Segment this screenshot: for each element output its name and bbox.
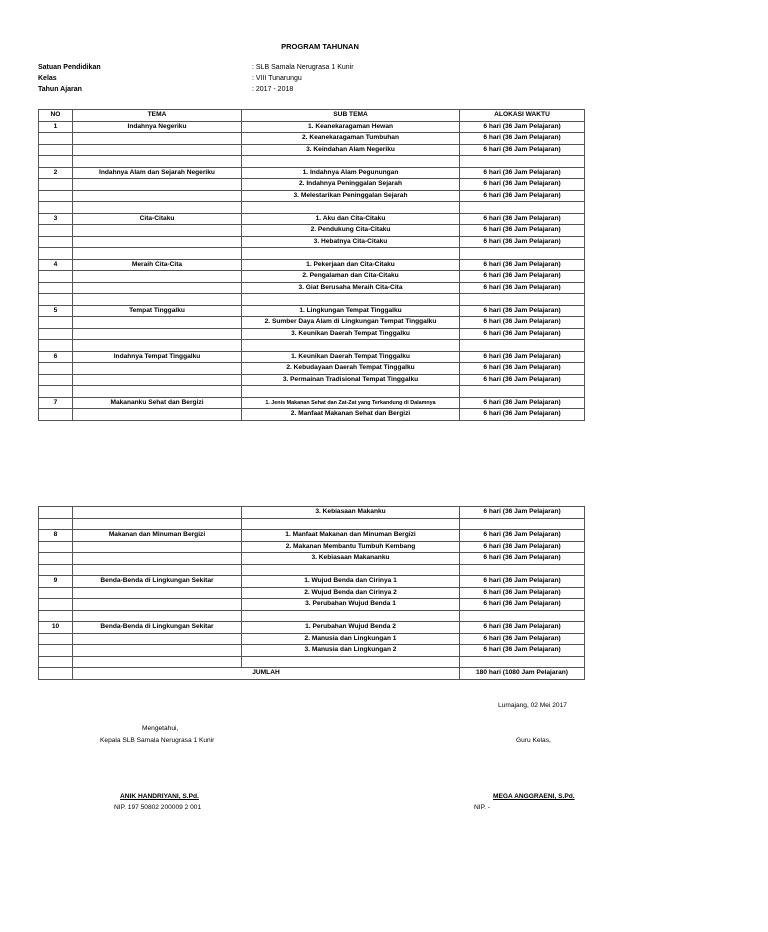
cell-sub-tema: [242, 518, 460, 530]
cell-sub-tema: 3. Manusia dan Lingkungan 2: [242, 645, 460, 657]
cell-sub-tema: [242, 248, 460, 260]
cell-sub-tema: 2. Kebudayaan Daerah Tempat Tinggalku: [242, 363, 460, 375]
cell-tema: Cita-Citaku: [73, 213, 242, 225]
cell-sub-tema: 3. Permainan Tradisional Tempat Tinggalku: [242, 374, 460, 386]
info-value-satuan: : SLB Samala Nerugrasa 1 Kunir: [252, 64, 354, 71]
cell-no: [39, 363, 73, 375]
teacher-nip: NIP. -: [474, 804, 491, 811]
cell-tema: Indahnya Alam dan Sejarah Negeriku: [73, 167, 242, 179]
cell-no: 6: [39, 351, 73, 363]
cell-alokasi: 6 hari (36 Jam Pelajaran): [460, 133, 585, 145]
cell-tema: [73, 633, 242, 645]
cell-sub-tema: 1. Indahnya Alam Pegunungan: [242, 167, 460, 179]
cell-no: [39, 564, 73, 576]
cell-alokasi: 6 hari (36 Jam Pelajaran): [460, 259, 585, 271]
table-row: [39, 121, 585, 133]
table-row: [39, 305, 585, 317]
cell-no: [39, 587, 73, 599]
cell-tema: Benda-Benda di Lingkungan Sekitar: [73, 576, 242, 588]
cell-sub-tema: 2. Manfaat Makanan Sehat dan Bergizi: [242, 409, 460, 421]
cell-alokasi: [460, 564, 585, 576]
cell-no: [39, 282, 73, 294]
cell-alokasi: 6 hari (36 Jam Pelajaran): [460, 236, 585, 248]
cell-no: [39, 507, 73, 519]
cell-no: [39, 553, 73, 565]
program-table-page2: [38, 506, 585, 680]
cell-tema: [73, 610, 242, 622]
cell-no: [39, 236, 73, 248]
cell-no: [39, 328, 73, 340]
cell-tema: [73, 144, 242, 156]
table-row: [39, 328, 585, 340]
table-row: [39, 564, 585, 576]
place-date: Lumajang, 02 Mei 2017: [498, 702, 567, 709]
table-row: [39, 133, 585, 145]
cell-sub-tema: 1. Jenis Makanan Sehat dan Zat-Zat yang Terkandung di Dalamnya: [242, 397, 460, 409]
cell-alokasi: [460, 294, 585, 306]
cell-tema: [73, 179, 242, 191]
table-row: [39, 553, 585, 565]
teacher-name: MEGA ANGGRAENI, S.Pd.: [493, 793, 575, 800]
header-tema: TEMA: [73, 110, 242, 122]
table-row: [39, 633, 585, 645]
cell-sub-tema: 2. Wujud Benda dan Cirinya 2: [242, 587, 460, 599]
cell-tema: [73, 225, 242, 237]
cell-no: [39, 225, 73, 237]
cell-sub-tema: 1. Pekerjaan dan Cita-Citaku: [242, 259, 460, 271]
principal-nip: NIP. 197 50802 200009 2 001: [114, 804, 202, 811]
cell-tema: Tempat Tinggalku: [73, 305, 242, 317]
header-sub-tema: SUB TEMA: [242, 110, 460, 122]
cell-tema: [73, 294, 242, 306]
principal-name: ANIK HANDRIYANI, S.Pd.: [120, 793, 199, 800]
principal-title: Kepala SLB Samala Nerugrasa 1 Kunir: [100, 737, 215, 744]
total-row: [39, 668, 585, 680]
cell-sub-tema: 1. Keunikan Daerah Tempat Tinggalku: [242, 351, 460, 363]
cell-no: 5: [39, 305, 73, 317]
table-row: [39, 213, 585, 225]
cell-tema: Benda-Benda di Lingkungan Sekitar: [73, 622, 242, 634]
page-title: PROGRAM TAHUNAN: [281, 42, 359, 51]
total-label: JUMLAH: [73, 668, 460, 680]
cell-sub-tema: 3. Kebiasaan Makananku: [242, 553, 460, 565]
table-row: [39, 576, 585, 588]
cell-sub-tema: 2. Pengalaman dan Cita-Citaku: [242, 271, 460, 283]
cell-tema: [73, 156, 242, 168]
cell-sub-tema: 2. Sumber Daya Alam di Lingkungan Tempat Tinggalku: [242, 317, 460, 329]
table-row: [39, 317, 585, 329]
cell-alokasi: 6 hari (36 Jam Pelajaran): [460, 271, 585, 283]
cell-tema: [73, 190, 242, 202]
cell-no: [39, 179, 73, 191]
cell-sub-tema: [242, 202, 460, 214]
cell-tema: [73, 328, 242, 340]
cell-no: [39, 133, 73, 145]
table-row: [39, 645, 585, 657]
table-row: [39, 622, 585, 634]
cell-tema: [73, 518, 242, 530]
cell-sub-tema: [242, 340, 460, 352]
cell-no: [39, 386, 73, 398]
cell-no: [39, 541, 73, 553]
cell-no: [39, 294, 73, 306]
cell-tema: [73, 409, 242, 421]
table-row: [39, 190, 585, 202]
table-row: [39, 507, 585, 519]
cell-sub-tema: 2. Keanekaragaman Tumbuhan: [242, 133, 460, 145]
table-row: [39, 144, 585, 156]
cell-tema: [73, 282, 242, 294]
cell-alokasi: 6 hari (36 Jam Pelajaran): [460, 374, 585, 386]
cell-sub-tema: [242, 656, 460, 668]
cell-no: [39, 409, 73, 421]
table-row: [39, 530, 585, 542]
cell-tema: [73, 340, 242, 352]
cell-alokasi: 6 hari (36 Jam Pelajaran): [460, 553, 585, 565]
cell-tema: [73, 599, 242, 611]
info-value-kelas: : VIII Tunarungu: [252, 75, 302, 82]
table-row: [39, 541, 585, 553]
cell-tema: [73, 507, 242, 519]
cell-sub-tema: 2. Pendukung Cita-Citaku: [242, 225, 460, 237]
cell-no: [39, 645, 73, 657]
cell-tema: [73, 202, 242, 214]
cell-sub-tema: 3. Hebatnya Cita-Citaku: [242, 236, 460, 248]
cell-sub-tema: 3. Kebiasaan Makanku: [242, 507, 460, 519]
cell-sub-tema: 1. Manfaat Makanan dan Minuman Bergizi: [242, 530, 460, 542]
cell-alokasi: [460, 340, 585, 352]
cell-sub-tema: 1. Perubahan Wujud Benda 2: [242, 622, 460, 634]
table-row: [39, 282, 585, 294]
cell-tema: [73, 553, 242, 565]
cell-no: [39, 190, 73, 202]
cell-sub-tema: 1. Lingkungan Tempat Tinggalku: [242, 305, 460, 317]
cell-tema: [73, 587, 242, 599]
cell-no: [39, 599, 73, 611]
cell-tema: [73, 386, 242, 398]
cell-alokasi: 6 hari (36 Jam Pelajaran): [460, 121, 585, 133]
header-alokasi-waktu: ALOKASI WAKTU: [460, 110, 585, 122]
table-row: [39, 610, 585, 622]
cell-alokasi: 6 hari (36 Jam Pelajaran): [460, 576, 585, 588]
cell-tema: [73, 541, 242, 553]
cell-alokasi: 6 hari (36 Jam Pelajaran): [460, 507, 585, 519]
cell-alokasi: 6 hari (36 Jam Pelajaran): [460, 645, 585, 657]
table-row: [39, 179, 585, 191]
table-row: [39, 236, 585, 248]
cell-no: 3: [39, 213, 73, 225]
cell-no: [39, 144, 73, 156]
cell-alokasi: 6 hari (36 Jam Pelajaran): [460, 599, 585, 611]
cell-alokasi: [460, 156, 585, 168]
cell-no: 10: [39, 622, 73, 634]
table-row: [39, 156, 585, 168]
cell-tema: [73, 133, 242, 145]
cell-alokasi: [460, 386, 585, 398]
cell-alokasi: 6 hari (36 Jam Pelajaran): [460, 282, 585, 294]
cell-no: 1: [39, 121, 73, 133]
cell-no: [39, 518, 73, 530]
cell-no: 8: [39, 530, 73, 542]
cell-tema: [73, 564, 242, 576]
cell-no: 7: [39, 397, 73, 409]
header-no: NO: [39, 110, 73, 122]
table-row: [39, 599, 585, 611]
table-row: [39, 225, 585, 237]
cell-no: [39, 374, 73, 386]
table-row: [39, 340, 585, 352]
cell-sub-tema: 2. Makanan Membantu Tumbuh Kembang: [242, 541, 460, 553]
cell-no: [39, 202, 73, 214]
info-label-tahun: Tahun Ajaran: [38, 86, 82, 93]
cell-no: [39, 656, 73, 668]
cell-sub-tema: 1. Keanekaragaman Hewan: [242, 121, 460, 133]
table-row: [39, 259, 585, 271]
cell-sub-tema: 3. Perubahan Wujud Benda 1: [242, 599, 460, 611]
cell-alokasi: 6 hari (36 Jam Pelajaran): [460, 363, 585, 375]
cell-sub-tema: [242, 564, 460, 576]
cell-sub-tema: [242, 156, 460, 168]
cell-sub-tema: 3. Melestarikan Peninggalan Sejarah: [242, 190, 460, 202]
cell-tema: [73, 271, 242, 283]
cell-sub-tema: 3. Keunikan Daerah Tempat Tinggalku: [242, 328, 460, 340]
cell-tema: [73, 374, 242, 386]
cell-alokasi: 6 hari (36 Jam Pelajaran): [460, 587, 585, 599]
table-row: [39, 167, 585, 179]
cell-tema: Indahnya Tempat Tinggalku: [73, 351, 242, 363]
cell-sub-tema: [242, 610, 460, 622]
cell-tema: [73, 656, 242, 668]
table-row: [39, 374, 585, 386]
table-row: [39, 656, 585, 668]
cell-sub-tema: 3. Keindahan Alam Negeriku: [242, 144, 460, 156]
teacher-title: Guru Kelas,: [516, 737, 551, 744]
cell-alokasi: 6 hari (36 Jam Pelajaran): [460, 409, 585, 421]
cell-alokasi: 6 hari (36 Jam Pelajaran): [460, 179, 585, 191]
info-label-satuan: Satuan Pendidikan: [38, 64, 101, 71]
cell-sub-tema: 2. Manusia dan Lingkungan 1: [242, 633, 460, 645]
cell-alokasi: 6 hari (36 Jam Pelajaran): [460, 305, 585, 317]
cell-sub-tema: [242, 386, 460, 398]
cell-tema: [73, 236, 242, 248]
cell-tema: [73, 363, 242, 375]
cell-alokasi: 6 hari (36 Jam Pelajaran): [460, 317, 585, 329]
table-row: [39, 363, 585, 375]
cell-no: [39, 610, 73, 622]
program-table-page1: [38, 109, 585, 421]
cell-no: [39, 248, 73, 260]
cell-tema: [73, 248, 242, 260]
cell-alokasi: 6 hari (36 Jam Pelajaran): [460, 144, 585, 156]
table-row: [39, 294, 585, 306]
cell-sub-tema: 3. Giat Berusaha Meraih Cita-Cita: [242, 282, 460, 294]
cell-alokasi: [460, 518, 585, 530]
cell-alokasi: [460, 610, 585, 622]
cell-alokasi: 6 hari (36 Jam Pelajaran): [460, 397, 585, 409]
table-row: [39, 202, 585, 214]
cell-no: [39, 156, 73, 168]
cell-tema: [73, 317, 242, 329]
table-row: [39, 587, 585, 599]
cell-alokasi: 6 hari (36 Jam Pelajaran): [460, 622, 585, 634]
cell-no: [39, 340, 73, 352]
table-row: [39, 409, 585, 421]
cell-alokasi: 6 hari (36 Jam Pelajaran): [460, 167, 585, 179]
cell-alokasi: 6 hari (36 Jam Pelajaran): [460, 541, 585, 553]
cell-alokasi: [460, 656, 585, 668]
cell-alokasi: 6 hari (36 Jam Pelajaran): [460, 190, 585, 202]
cell-sub-tema: 1. Aku dan Cita-Citaku: [242, 213, 460, 225]
table-header-row: [39, 110, 585, 122]
cell-alokasi: 6 hari (36 Jam Pelajaran): [460, 351, 585, 363]
cell-no: [39, 271, 73, 283]
cell-no: 9: [39, 576, 73, 588]
cell-alokasi: 6 hari (36 Jam Pelajaran): [460, 633, 585, 645]
cell-alokasi: 6 hari (36 Jam Pelajaran): [460, 225, 585, 237]
acknowledge-label: Mengetahui,: [142, 725, 179, 732]
cell-sub-tema: 2. Indahnya Peninggalan Sejarah: [242, 179, 460, 191]
cell-tema: Indahnya Negeriku: [73, 121, 242, 133]
cell-tema: [73, 645, 242, 657]
total-empty-cell: [39, 668, 73, 680]
cell-sub-tema: [242, 294, 460, 306]
cell-tema: Makananku Sehat dan Bergizi: [73, 397, 242, 409]
total-value: 180 hari (1080 Jam Pelajaran): [460, 668, 585, 680]
table-row: [39, 386, 585, 398]
cell-sub-tema: 1. Wujud Benda dan Cirinya 1: [242, 576, 460, 588]
cell-alokasi: 6 hari (36 Jam Pelajaran): [460, 530, 585, 542]
cell-alokasi: [460, 202, 585, 214]
table-row: [39, 248, 585, 260]
cell-tema: Makanan dan Minuman Bergizi: [73, 530, 242, 542]
cell-alokasi: [460, 248, 585, 260]
info-value-tahun: : 2017 - 2018: [252, 86, 294, 93]
cell-alokasi: 6 hari (36 Jam Pelajaran): [460, 213, 585, 225]
cell-no: [39, 317, 73, 329]
cell-alokasi: 6 hari (36 Jam Pelajaran): [460, 328, 585, 340]
cell-no: 2: [39, 167, 73, 179]
table-row: [39, 397, 585, 409]
cell-tema: Meraih Cita-Cita: [73, 259, 242, 271]
info-label-kelas: Kelas: [38, 75, 57, 82]
table-row: [39, 271, 585, 283]
cell-no: [39, 633, 73, 645]
table-row: [39, 518, 585, 530]
table-row: [39, 351, 585, 363]
cell-no: 4: [39, 259, 73, 271]
